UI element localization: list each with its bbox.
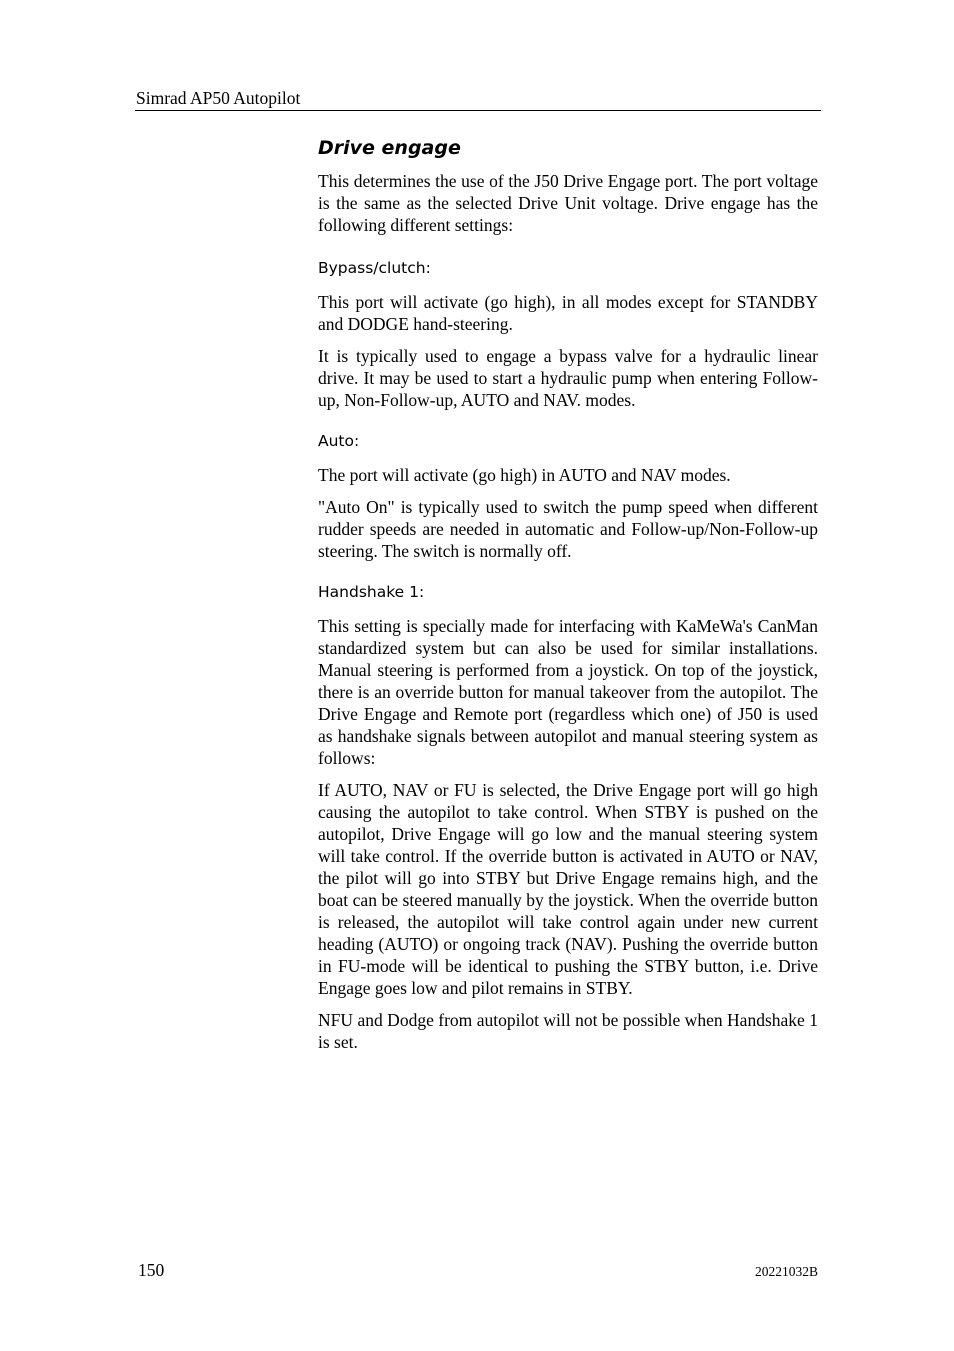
page-number: 150: [138, 1260, 165, 1280]
document-number: 20221032B: [754, 1264, 818, 1279]
running-header: [135, 86, 821, 111]
running-header-title: Simrad AP50 Autopilot: [136, 88, 301, 108]
section-title: Drive engage: [318, 137, 461, 159]
handshake-paragraph-1: This setting is specially made for interfacing with KaMeWa's CanMan standardized system but can also be used for similar installations. Manual steering is performed from a joystick. On top of the joystick, there is an override button for manual takeover from the autopilot. The Drive Engage and Remote port (regardless which one) of J50 is used as handshake signals between autopilot and manual steering system as follows:: [318, 616, 818, 768]
auto-paragraph-2: "Auto On" is typically used to switch the pump speed when different rudder speeds are needed in automatic and Follow-up/Non-Follow-up steering. The switch is normally off.: [318, 497, 818, 561]
handshake-paragraph-2: If AUTO, NAV or FU is selected, the Drive Engage port will go high causing the autopilot to take control. When STBY is pushed on the autopilot, Drive Engage will go low and the manual steering system will take control. If the override button is activated in AUTO or NAV, the pilot will go into STBY but Drive Engage remains high, and the boat can be steered manually by the joystick. When the override button is released, the autopilot will take control again under new current heading (AUTO) or ongoing track (NAV). Pushing the override button in FU-mode will be identical to pushing the STBY button, i.e. Drive Engage goes low and pilot remains in STBY.: [318, 780, 818, 998]
handshake-paragraph-3: NFU and Dodge from autopilot will not be possible when Handshake 1 is set.: [318, 1010, 818, 1052]
handshake-heading: Handshake 1:: [318, 583, 425, 601]
bypass-heading: Bypass/clutch:: [318, 259, 431, 277]
bypass-paragraph-1: This port will activate (go high), in all modes except for STANDBY and DODGE hand-steering.: [318, 292, 818, 334]
auto-heading: Auto:: [318, 432, 360, 450]
auto-paragraph-1: The port will activate (go high) in AUTO and NAV modes.: [318, 465, 731, 485]
bypass-paragraph-2: It is typically used to engage a bypass valve for a hydraulic linear drive. It may be used to start a hydraulic pump when entering Follow-up, Non-Follow-up, AUTO and NAV. modes.: [318, 346, 818, 410]
section-intro: This determines the use of the J50 Drive Engage port. The port voltage is the same as the selected Drive Unit voltage. Drive engage has the following different settings:: [318, 171, 818, 235]
page-content: [318, 136, 818, 1063]
